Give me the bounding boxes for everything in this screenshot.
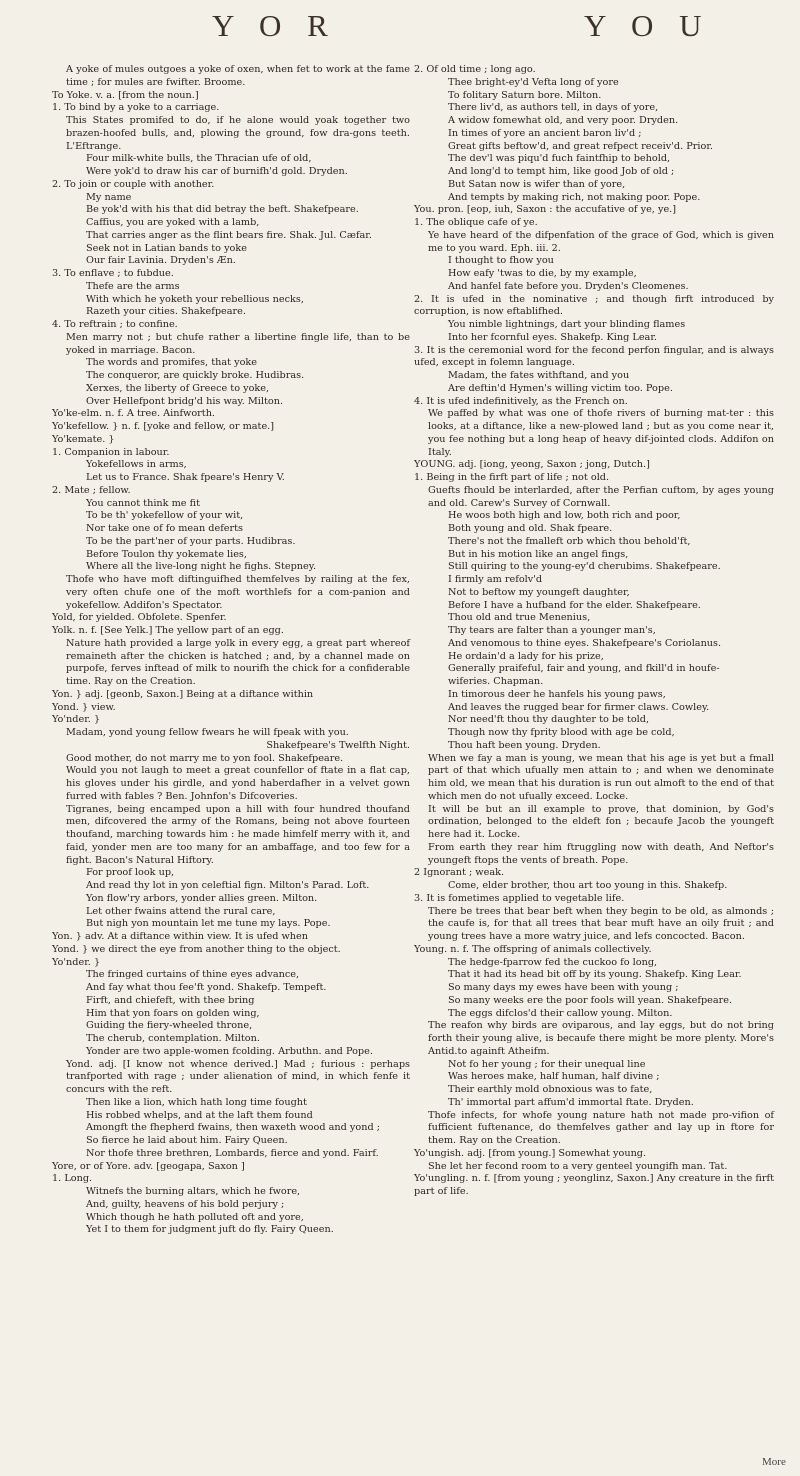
entry-line: Nature hath provided a large yolk in every egg, a great part whereof remaineth after the chicken is hatched ; and, by a channel made on purpofe, ferves inftead of milk to nourifh the chick for a confiderable time. Ray on the Creation. [66,637,410,687]
entry-line: Yokefellows in arms, [86,459,187,471]
entry-line: The reafon why birds are oviparous, and lay eggs, but do not bring forth their young alive, is becaufe there might be more plenty. More's Antid.to againft Atheifm. [428,1020,774,1057]
entry-line: Yon. } adj. [geonb, Saxon.] Being at a diftance within [52,688,314,700]
entry-line: 2. Mate ; fellow. [52,484,131,496]
entry-line: Yon flow'ry arbors, yonder allies green. Milton. [86,892,318,904]
entry-line: He ordain'd a lady for his prize, [448,650,604,662]
entry-line: And read thy lot in yon celeftial fign. Milton's Parad. Loft. [86,880,370,891]
entry-line: Yore, or of Yore. adv. [geogapa, Saxon ] [52,1160,245,1172]
entry-line: To be the part'ner of your parts. Hudibras. [86,535,296,547]
entry-line: 2 Ignorant ; weak. [414,867,505,879]
entry-line: Yet I to them for judgment juft do fly. Fairy Queen. [86,1224,334,1236]
entry-line: To Yoke. v. a. [from the noun.] [52,89,199,101]
entry-line: Then like a lion, which hath long time fought [86,1096,307,1108]
entry-line: YOUNG. adj. [iong, yeong, Saxon ; jong, Dutch.] [414,459,650,471]
entry-line: 2. Of old time ; long ago. [414,64,536,75]
entry-line: Yolk. n. f. [See Yelk.] The yellow part of an egg. [52,625,284,636]
entry-line: Before Toulon thy yokemate lies, [86,548,247,560]
entry-line: Yon. } adv. At a diftance within view. It is ufed when [52,931,309,942]
entry-line: And venomous to thine eyes. Shakefpeare's Coriolanus. [448,637,722,649]
entry-line: Him that yon foars on golden wing, [86,1007,260,1019]
entry-line: The conqueror, are quickly broke. Hudibras. [86,370,305,381]
entry-line: You. pron. [eop, iuh, Saxon : the accufative of ye, ye.] [414,204,677,216]
entry-line: Caffius, you are yoked with a lamb, [86,217,260,228]
entry-line: The words and promifes, that yoke [86,357,258,369]
entry-line: That it had its head bit off by its young. Shakefp. King Lear. [448,969,742,981]
entry-line: Nor take one of fo mean deferts [86,523,244,534]
entry-line: Both young and old. Shak fpeare. [448,523,613,534]
entry-line: 2. To join or couple with another. [52,178,215,190]
entry-line: The dev'l was piqu'd fuch faintfhip to behold, [448,153,671,165]
entry-line: From earth they rear him ftruggling now with death, And Neftor's youngeft ftops the vents of breath. Pope. [428,841,774,866]
entry-line: Seek not in Latian bands to yoke [86,242,247,254]
entry-line: Thofe who have moft diftinguifhed themfelves by railing at the fex, very often chufe one of the moft worthlefs for a com-panion and yokefellow. Addifon's Spectator. [66,574,410,611]
entry-line: Nor need'ft thou thy daughter to be told, [448,714,650,726]
entry-line: Yo'nder. } [52,956,101,968]
entry-line: Though now thy fprity blood with age be cold, [448,727,675,738]
entry-line: Yo'ungling. n. f. [from young ; yeonglinz, Saxon.] Any creature in the firft part of life. [414,1173,774,1197]
entry-line: Be yok'd with his that did betray the beft. Shakefpeare. [86,204,359,216]
entry-line: But nigh yon mountain let me tune my lays. Pope. [86,918,331,930]
entry-line: Yo'kemate. } [52,433,115,445]
entry-line: Would you not laugh to meet a great counfellor of ftate in a flat cap, his gloves under his girdle, and yond haberdafher in a velvet gown furred with fables ? Ben. Johnfon's Difcoveries. [66,765,410,802]
entry-line: A yoke of mules outgoes a yoke of oxen, when fet to work at the fame time ; for mules are fwifter. Broome. [66,64,410,88]
entry-line: I thought to fhow you [448,255,554,267]
entry-line: Firft, and chiefeft, with thee bring [86,994,255,1006]
entry-line: Thee bright-ey'd Vefta long of yore [448,76,619,88]
entry-line: Which though he hath polluted oft and yore, [86,1211,304,1223]
entry-line: And hanfel fate before you. Dryden's Cleomenes. [448,280,689,292]
entry-line: 1. The oblique cafe of ye. [414,217,538,228]
left-column [52,64,410,1237]
right-column [414,64,774,1199]
entry-line: Shakefpeare's Twelfth Night. [266,739,410,751]
entry-line: Young. n. f. The offspring of animals collectively. [414,943,652,955]
entry-line: There's not the fmalleft orb which thou behold'ft, [448,535,691,547]
entry-line: 1. Being in the firft part of life ; not old. [414,472,610,483]
running-head-right: Y O U [584,8,711,43]
entry-line: For proof look up, [86,867,175,879]
entry-line: Yond. } we direct the eye from another thing to the object. [52,943,341,955]
entry-line: Yond. adj. [I know not whence derived.] Mad ; furious : perhaps tranfported with rage ; under alienation of mind, in which fenfe it concurs with the reft. [66,1058,410,1095]
entry-line: Four milk-white bulls, the Thracian ufe of old, [86,153,312,165]
entry-line: Great gifts beftow'd, and great refpect receiv'd. Prior. [448,140,713,152]
entry-line: You nimble lightnings, dart your blinding flames [448,319,686,330]
entry-line: I firmly am refolv'd [448,574,543,585]
entry-line: Let us to France. Shak fpeare's Henry V. [86,472,285,483]
entry-line: Yold, for yielded. Obfolete. Spenfer. [52,612,227,624]
entry-line: Th' immortal part affum'd immortal ftate. Dryden. [448,1096,694,1108]
entry-line: Still quiring to the young-ey'd cherubims. Shakefpeare. [448,561,721,573]
catchword: More [762,1456,786,1468]
entry-line: But Satan now is wifer than of yore, [448,178,626,190]
entry-line: Yond. } view. [52,701,116,713]
entry-line: Thou old and true Menenius, [448,612,591,624]
entry-line: And tempts by making rich, not making poor. Pope. [448,191,701,203]
entry-line: Thofe infects, for whofe young nature hath not made pro-vifion of fufficient fuftenance, do themfelves gather and lay up in ftore for them. Ray on the Creation. [428,1109,774,1146]
entry-line: 3. To enflave ; to fubdue. [52,268,174,279]
entry-line: Not fo her young ; for their unequal line [448,1058,646,1070]
entry-line: The cherub, contemplation. Milton. [86,1033,260,1044]
entry-line: With which he yoketh your rebellious necks, [86,293,304,305]
entry-line: There liv'd, as authors tell, in days of yore, [448,102,659,114]
entry-line: He woos both high and low, both rich and poor, [448,510,681,522]
entry-line: Into her fcornful eyes. Shakefp. King Lear. [448,331,657,343]
entry-line: But in his motion like an angel fings, [448,548,629,560]
entry-line: And fay what thou fee'ft yond. Shakefp. Tempeft. [86,982,327,993]
entry-line: Are deftin'd Hymen's willing victim too. Pope. [448,382,673,394]
entry-line: How eafy 'twas to die, by my example, [448,268,637,279]
entry-line: When we fay a man is young, we mean that his age is yet but a fmall part of that which ufually men attain to ; and when we denominate him old, we mean that his duration is run out almoft to the end of that which men do not ufually exceed. Locke. [428,752,774,802]
entry-line: That carries anger as the flint bears fire. Shak. Jul. Cæfar. [86,229,372,241]
entry-line: 4. It is ufed indefinitively, as the French on. [414,395,628,407]
entry-line: Yo'ke-elm. n. f. A tree. Ainfworth. [52,408,216,420]
entry-line: To be th' yokefellow of your wit, [86,510,244,522]
entry-line: And long'd to tempt him, like good Job of old ; [448,166,675,177]
entry-line: Ye have heard of the difpenfation of the grace of God, which is given me to you ward. Eph. iii. 2. [428,229,774,254]
entry-line: Tigranes, being encamped upon a hill with four hundred thoufand men, difcovered the army of the Romans, being not above fourteen thoufand, marching towards him : he made himfelf merry with it, and faid, yonder men are too many for an ambaffage, and too few for a fight. Bacon's Natural Hiftory. [66,803,410,866]
entry-line: Xerxes, the liberty of Greece to yoke, [86,382,270,394]
entry-line: Thou haft been young. Dryden. [448,739,601,751]
entry-line: Generally praifeful, fair and young, and fkill'd in houfe- [448,663,720,675]
entry-line: A widow fomewhat old, and very poor. Dryden. [448,115,679,126]
entry-line: Yo'nder. } [52,714,101,726]
entry-line: She let her fecond room to a very genteel youngifh man. Tat. [428,1160,728,1172]
entry-line: Where all the live-long night he fighs. Stepney. [86,561,317,573]
entry-line: Amongft the fhepherd fwains, then waxeth wood and yond ; [86,1122,381,1134]
entry-line: 3. It is the ceremonial word for the fecond perfon fingular, and is always ufed, except in folemn language. [414,344,774,369]
entry-line: You cannot think me fit [86,497,200,509]
running-head-left: Y O R [212,8,337,43]
entry-line: 4. To reftrain ; to confine. [52,319,178,330]
entry-line: Was heroes make, half human, half divine ; [448,1071,660,1083]
entry-line: And, guilty, heavens of his bold perjury ; [86,1198,285,1210]
entry-line: There be trees that bear beft when they begin to be old, as almonds ; the caufe is, for that all trees that bear muft have an oily fruit ; and young trees have a more watry juice, and lefs concocted. Bacon. [428,905,774,942]
entry-line: The hedge-fparrow fed the cuckoo fo long, [448,956,658,968]
entry-line: Before I have a hufband for the elder. Shakefpeare. [448,599,701,611]
entry-line: Yonder are two apple-women fcolding. Arbuthn. and Pope. [86,1045,373,1057]
entry-line: wiferies. Chapman. [448,676,544,687]
entry-line: Let other fwains attend the rural care, [86,905,276,917]
entry-line: 2. It is ufed in the nominative ; and though firft introduced by corruption, is now eftablifhed. [414,293,774,318]
entry-line: Nor thofe three brethren, Lombards, fierce and yond. Fairf. [86,1147,379,1159]
entry-line: 1. To bind by a yoke to a carriage. [52,102,220,114]
entry-line: Good mother, do not marry me to yon fool. Shakefpeare. [66,752,344,764]
entry-line: Witnefs the burning altars, which he fwore, [86,1186,301,1197]
entry-line: Men marry not ; but chufe rather a libertine fingle life, than to be yoked in marriage. Bacon. [66,331,410,356]
entry-line: Madam, yond young fellow fwears he will fpeak with you. [66,727,349,738]
entry-line: The fringed curtains of thine eyes advance, [86,969,300,981]
entry-line: Guiding the fiery-wheeled throne, [86,1020,253,1032]
entry-line: Razeth your cities. Shakefpeare. [86,306,246,318]
entry-line: 1. Companion in labour. [52,446,170,458]
entry-line: In timorous deer he hanfels his young paws, [448,688,666,700]
entry-line: This States promifed to do, if he alone would yoak together two brazen-hoofed bulls, and, plowing the ground, fow dra-gons teeth. L'Eftrange. [66,115,410,152]
entry-line: Come, elder brother, thou art too young in this. Shakefp. [448,880,728,891]
entry-line: 3. It is fometimes applied to vegetable life. [414,892,625,904]
entry-line: To folitary Saturn bore. Milton. [448,89,602,101]
entry-line: Yo'kefellow. } n. f. [yoke and fellow, or mate.] [52,421,275,432]
entry-line: Over Hellefpont bridg'd his way. Milton. [86,395,284,407]
entry-line: Not to beftow my youngeft daughter, [448,586,630,598]
entry-line: So fierce he laid about him. Fairy Queen. [86,1135,288,1146]
entry-line: Were yok'd to draw his car of burnifh'd gold. Dryden. [86,166,348,177]
entry-line: Their earthly mold obnoxious was to fate, [448,1084,653,1095]
entry-line: Yo'ungish. adj. [from young.] Somewhat young. [414,1147,647,1159]
entry-line: We paffed by what was one of thofe rivers of burning mat-ter : this looks, at a diftance, like a new-plowed land ; but as you come near it, you fee nothing but a long heap of heavy dif-jointed clods. Addifon on Italy. [428,408,774,458]
entry-line: So many weeks ere the poor fools will yean. Shakefpeare. [448,994,733,1006]
entry-line: 1. Long. [52,1173,93,1185]
entry-line: My name [86,191,132,203]
entry-line: His robbed whelps, and at the laft them found [86,1109,313,1121]
entry-line: Thefe are the arms [86,280,180,292]
entry-line: So many days my ewes have been with young ; [448,982,679,993]
entry-line: In times of yore an ancient baron liv'd ; [448,127,642,139]
entry-line: The eggs difclos'd their callow young. Milton. [448,1007,673,1019]
entry-line: Thy tears are falter than a younger man's, [448,625,656,636]
entry-line: Madam, the fates withftand, and you [448,370,630,381]
entry-line: Guefts fhould be interlarded, after the Perfian cuftom, by ages young and old. Carew's Survey of Cornwall. [428,484,774,509]
entry-line: Our fair Lavinia. Dryden's Æn. [86,255,236,267]
entry-line: It will be but an ill example to prove, that dominion, by God's ordination, belonged to the eldeft fon ; becaufe Jacob the youngeft here had it. Locke. [428,803,774,840]
entry-line: And leaves the rugged bear for firmer claws. Cowley. [448,701,710,713]
